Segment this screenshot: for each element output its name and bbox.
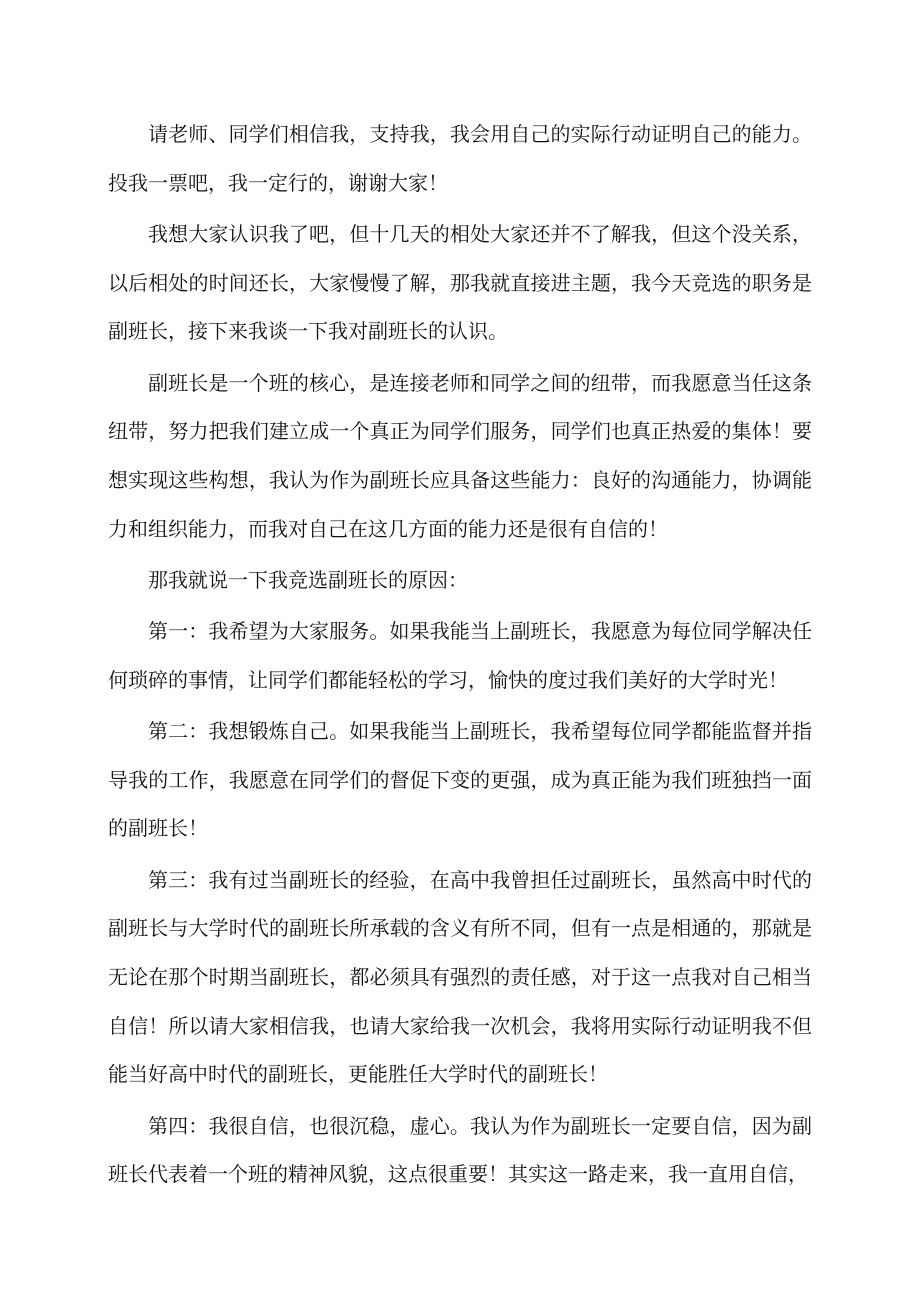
document-body <box>108 110 812 1201</box>
paragraph-4: 那我就说一下我竞选副班长的原因： <box>148 567 468 592</box>
paragraph-3: 副班长是一个班的核心，是连接老师和同学之间的纽带，而我愿意当任这条纽带，努力把我们建立成一个真正为同学们服务，同学们也真正热爱的集体！要想实现这些构想，我认为作为副班长应具备这些能力：良好的沟通能力，协调能力和组织能力，而我对自己在这几方面的能力还是很有自信的！ <box>108 370 812 541</box>
paragraph-8: 第四：我很自信，也很沉稳，虚心。我认为作为副班长一定要自信，因为副班长代表着一个班的精神风貌，这点很重要！其实这一路走来，我一直用自信， <box>108 1113 812 1187</box>
paragraph-2: 我想大家认识我了吧，但十几天的相处大家还并不了解我，但这个没关系，以后相处的时间还长，大家慢慢了解，那我就直接进主题，我今天竞选的职务是副班长，接下来我谈一下我对副班长的认识。 <box>108 221 812 344</box>
paragraph-7: 第三：我有过当副班长的经验，在高中我曾担任过副班长，虽然高中时代的副班长与大学时代的副班长所承载的含义有所不同，但有一点是相通的，那就是无论在那个时期当副班长，都必须具有强烈的责任感，对于这一点我对自己相当自信！所以请大家相信我，也请大家给我一次机会，我将用实际行动证明我不但能当好高中时代的副班长，更能胜任大学时代的副班长！ <box>108 867 812 1087</box>
paragraph-6: 第二：我想锻炼自己。如果我能当上副班长，我希望每位同学都能监督并指导我的工作，我愿意在同学们的督促下变的更强，成为真正能为我们班独挡一面的副班长！ <box>108 718 812 841</box>
paragraph-5: 第一：我希望为大家服务。如果我能当上副班长，我愿意为每位同学解决任何琐碎的事情，让同学们都能轻松的学习，愉快的度过我们美好的大学时光！ <box>108 619 812 692</box>
paragraph-1: 请老师、同学们相信我，支持我，我会用自己的实际行动证明自己的能力。投我一票吧，我一定行的，谢谢大家！ <box>108 122 812 195</box>
